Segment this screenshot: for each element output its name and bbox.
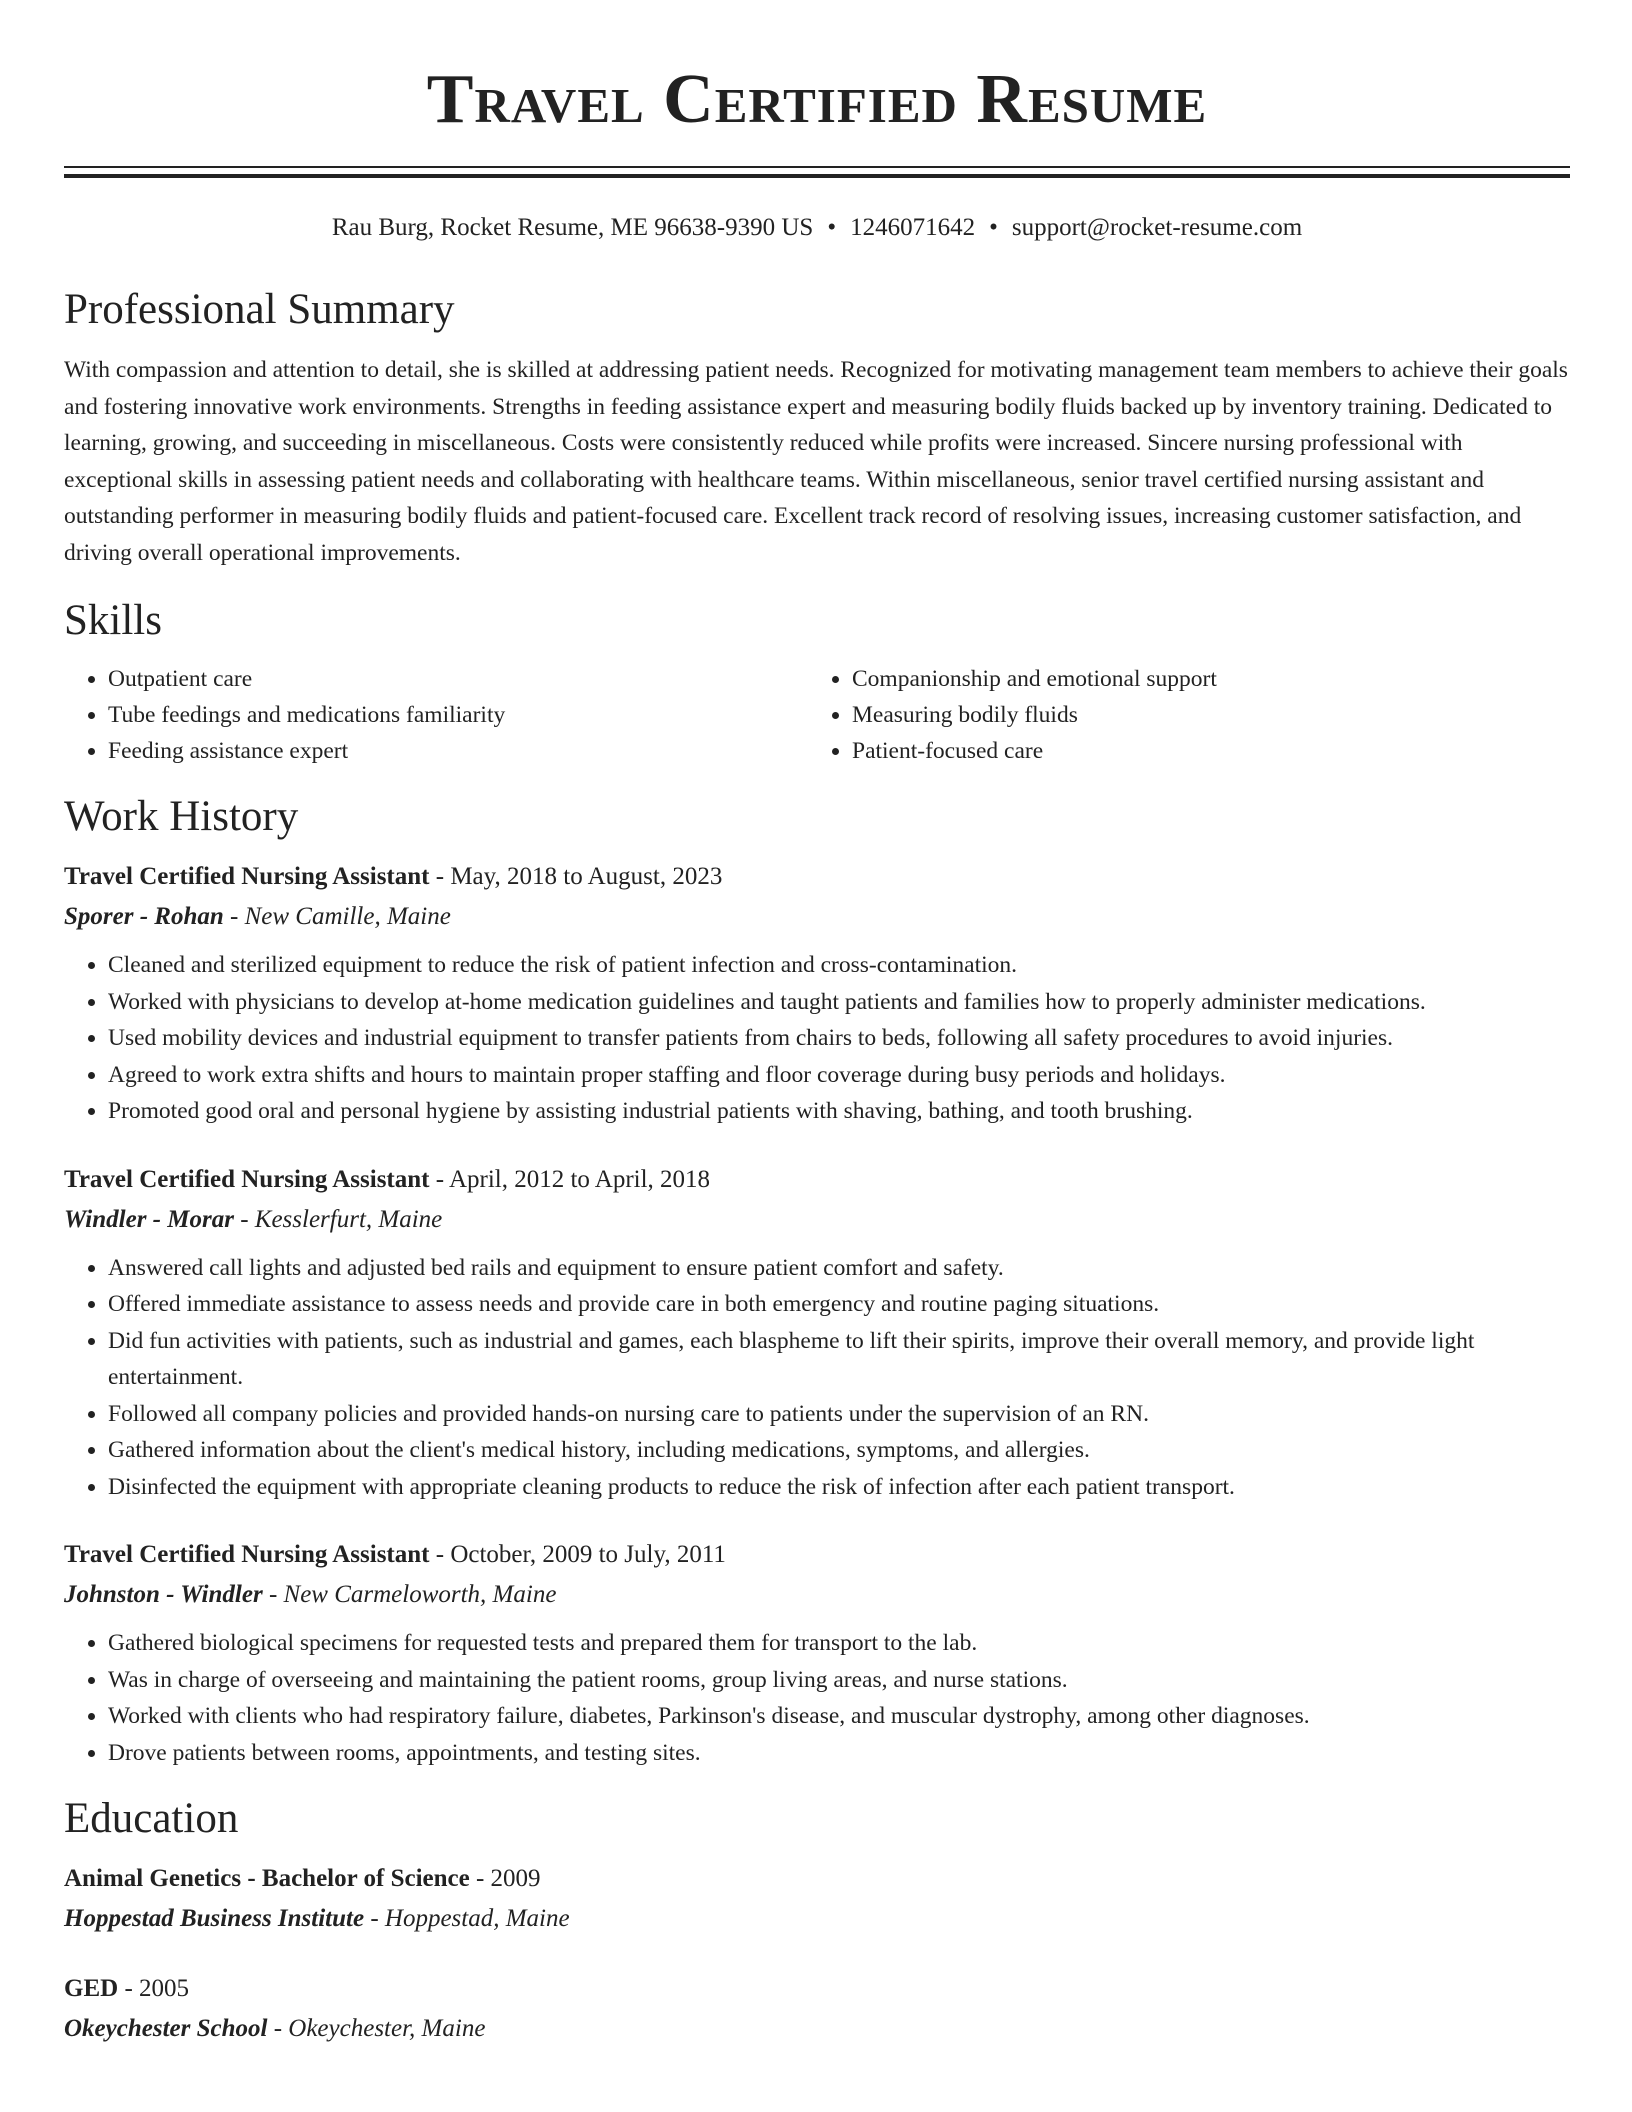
school-location: Hoppestad, Maine [384,1905,570,1932]
employer-name: Johnston - Windler [64,1581,263,1608]
resume-page [64,0,1570,2049]
degree-name: GED [64,1975,119,2002]
duty-item: • Agreed to work extra shifts and hours to maintain proper staffing and floor coverage during busy periods and holidays. [108,1057,1570,1094]
dash: - [364,1905,385,1932]
dash: - [429,1165,449,1193]
employer-location: New Camille, Maine [244,903,451,930]
employer-name: Sporer - Rohan [64,903,224,930]
school-line [64,1899,1570,1939]
education-heading: Education [64,1795,239,1842]
school-name: Okeychester School [64,2015,268,2042]
dash: - [429,1541,451,1568]
duty-item: • Was in charge of overseeing and maintaining the patient rooms, group living areas, and nurse stations. [108,1662,1570,1699]
dash: - [118,1975,140,2002]
job-entry [64,1160,1570,1506]
skill-item: • Outpatient care [108,661,808,697]
contact-phone: 1246071642 [850,214,976,241]
skill-item: • Feeding assistance expert [108,733,808,769]
dash: - [429,863,451,890]
job-dates: May, 2018 to August, 2023 [450,863,723,890]
duty-item: • Answered call lights and adjusted bed rails and equipment to ensure patient comfort and safety. [108,1250,1570,1287]
job-dates: April, 2012 to April, 2018 [448,1165,711,1193]
dash: - [267,2015,289,2042]
degree-year: 2005 [139,1975,190,2002]
employer-line [64,897,1570,937]
job-duties [64,947,1570,1130]
skill-item: • Companionship and emotional support [852,661,1552,697]
dash: - [262,1581,284,1608]
skills-column-right [808,661,1552,769]
skill-item: • Patient-focused care [852,733,1552,769]
dash: - [233,1205,255,1233]
contact-separator: • [989,214,998,241]
degree-name: Animal Genetics - Bachelor of Science [64,1865,470,1892]
duty-item: • Drove patients between rooms, appointments, and testing sites. [108,1735,1570,1772]
employer-location: New Carmeloworth, Maine [283,1581,557,1608]
duty-item: • Offered immediate assistance to assess needs and provide care in both emergency and routine paging situations. [108,1286,1570,1323]
skill-item: • Measuring bodily fluids [852,697,1552,733]
summary-text: With compassion and attention to detail, she is skilled at addressing patient needs. Recognized for motivating management team members to achieve their goals and fostering innovative work environments. Strengths in feeding assistance expert and measuring bodily fluids backed up by inventory training. Dedicated to learning, growing, and succeeding in miscellaneous. Costs were consistently reduced while profits were increased. Sincere nursing professional with exceptional skills in assessing patient needs and collaborating with healthcare teams. Within miscellaneous, senior travel certified nursing assistant and outstanding performer in measuring bodily fluids and patient-focused care. Excellent track record of resolving issues, increasing customer satisfaction, and driving overall operational improvements. [64,357,1568,566]
school-name: Hoppestad Business Institute [64,1905,365,1932]
job-duties [64,1625,1570,1771]
title-divider-thick [64,174,1570,178]
employer-line [64,1200,1570,1240]
dash: - [469,1865,491,1892]
school-location: Okeychester, Maine [288,2015,486,2042]
job-dates: October, 2009 to July, 2011 [450,1541,726,1568]
work-history-heading: Work History [64,793,299,840]
contact-line [64,212,1570,244]
job-title: Travel Certified Nursing Assistant [64,1541,430,1568]
contact-separator: • [827,214,837,241]
employer-name: Windler - Morar [64,1205,234,1233]
duty-item: • Worked with clients who had respiratory failure, diabetes, Parkinson's disease, and muscular dystrophy, among other diagnoses. [108,1698,1570,1735]
job-entry [64,857,1570,1130]
employer-line [64,1575,1570,1615]
skill-item: • Tube feedings and medications familiarity [108,697,808,733]
job-title: Travel Certified Nursing Assistant [64,863,430,890]
job-title-line [64,1535,1570,1575]
school-line [64,2009,1570,2049]
duty-item: • Gathered biological specimens for requested tests and prepared them for transport to the lab. [108,1625,1570,1662]
duty-item: • Did fun activities with patients, such as industrial and games, each blaspheme to lift their spirits, improve their overall memory, and provide light entertainment. [108,1323,1570,1396]
job-duties [64,1250,1570,1506]
duty-item: • Gathered information about the client's medical history, including medications, symptoms, and allergies. [108,1432,1570,1469]
education-entry [64,1859,1570,1939]
duty-item: • Used mobility devices and industrial equipment to transfer patients from chairs to beds, following all safety procedures to avoid injuries. [108,1020,1570,1057]
contact-email: support@rocket-resume.com [1011,214,1303,241]
duty-item: • Cleaned and sterilized equipment to reduce the risk of patient infection and cross-contamination. [108,947,1570,984]
job-title: Travel Certified Nursing Assistant [64,1165,430,1193]
skills-heading: Skills [64,597,162,644]
job-title-line [64,857,1570,897]
skills-column-left [64,661,808,769]
degree-year: 2009 [490,1865,541,1892]
duty-item: • Worked with physicians to develop at-home medication guidelines and taught patients and families how to properly administer medications. [108,984,1570,1021]
title-divider-thin [64,166,1570,168]
employer-location: Kesslerfurt, Maine [254,1205,443,1233]
education-entry [64,1969,1570,2049]
duty-item: • Promoted good oral and personal hygiene by assisting industrial patients with shaving, bathing, and tooth brushing. [108,1093,1570,1130]
degree-line [64,1969,1570,2009]
duty-item: • Followed all company policies and provided hands-on nursing care to patients under the supervision of an RN. [108,1396,1570,1433]
job-title-line [64,1160,1570,1200]
dash: - [223,903,245,930]
degree-line [64,1859,1570,1899]
job-entry [64,1535,1570,1771]
skills-list [64,661,1570,769]
contact-address: Rau Burg, Rocket Resume, ME 96638-9390 US [331,214,814,241]
duty-item: • Disinfected the equipment with appropriate cleaning products to reduce the risk of infection after each patient transport. [108,1469,1570,1506]
summary-heading: Professional Summary [64,286,455,333]
resume-title: Travel Certified Resume [426,61,1208,138]
